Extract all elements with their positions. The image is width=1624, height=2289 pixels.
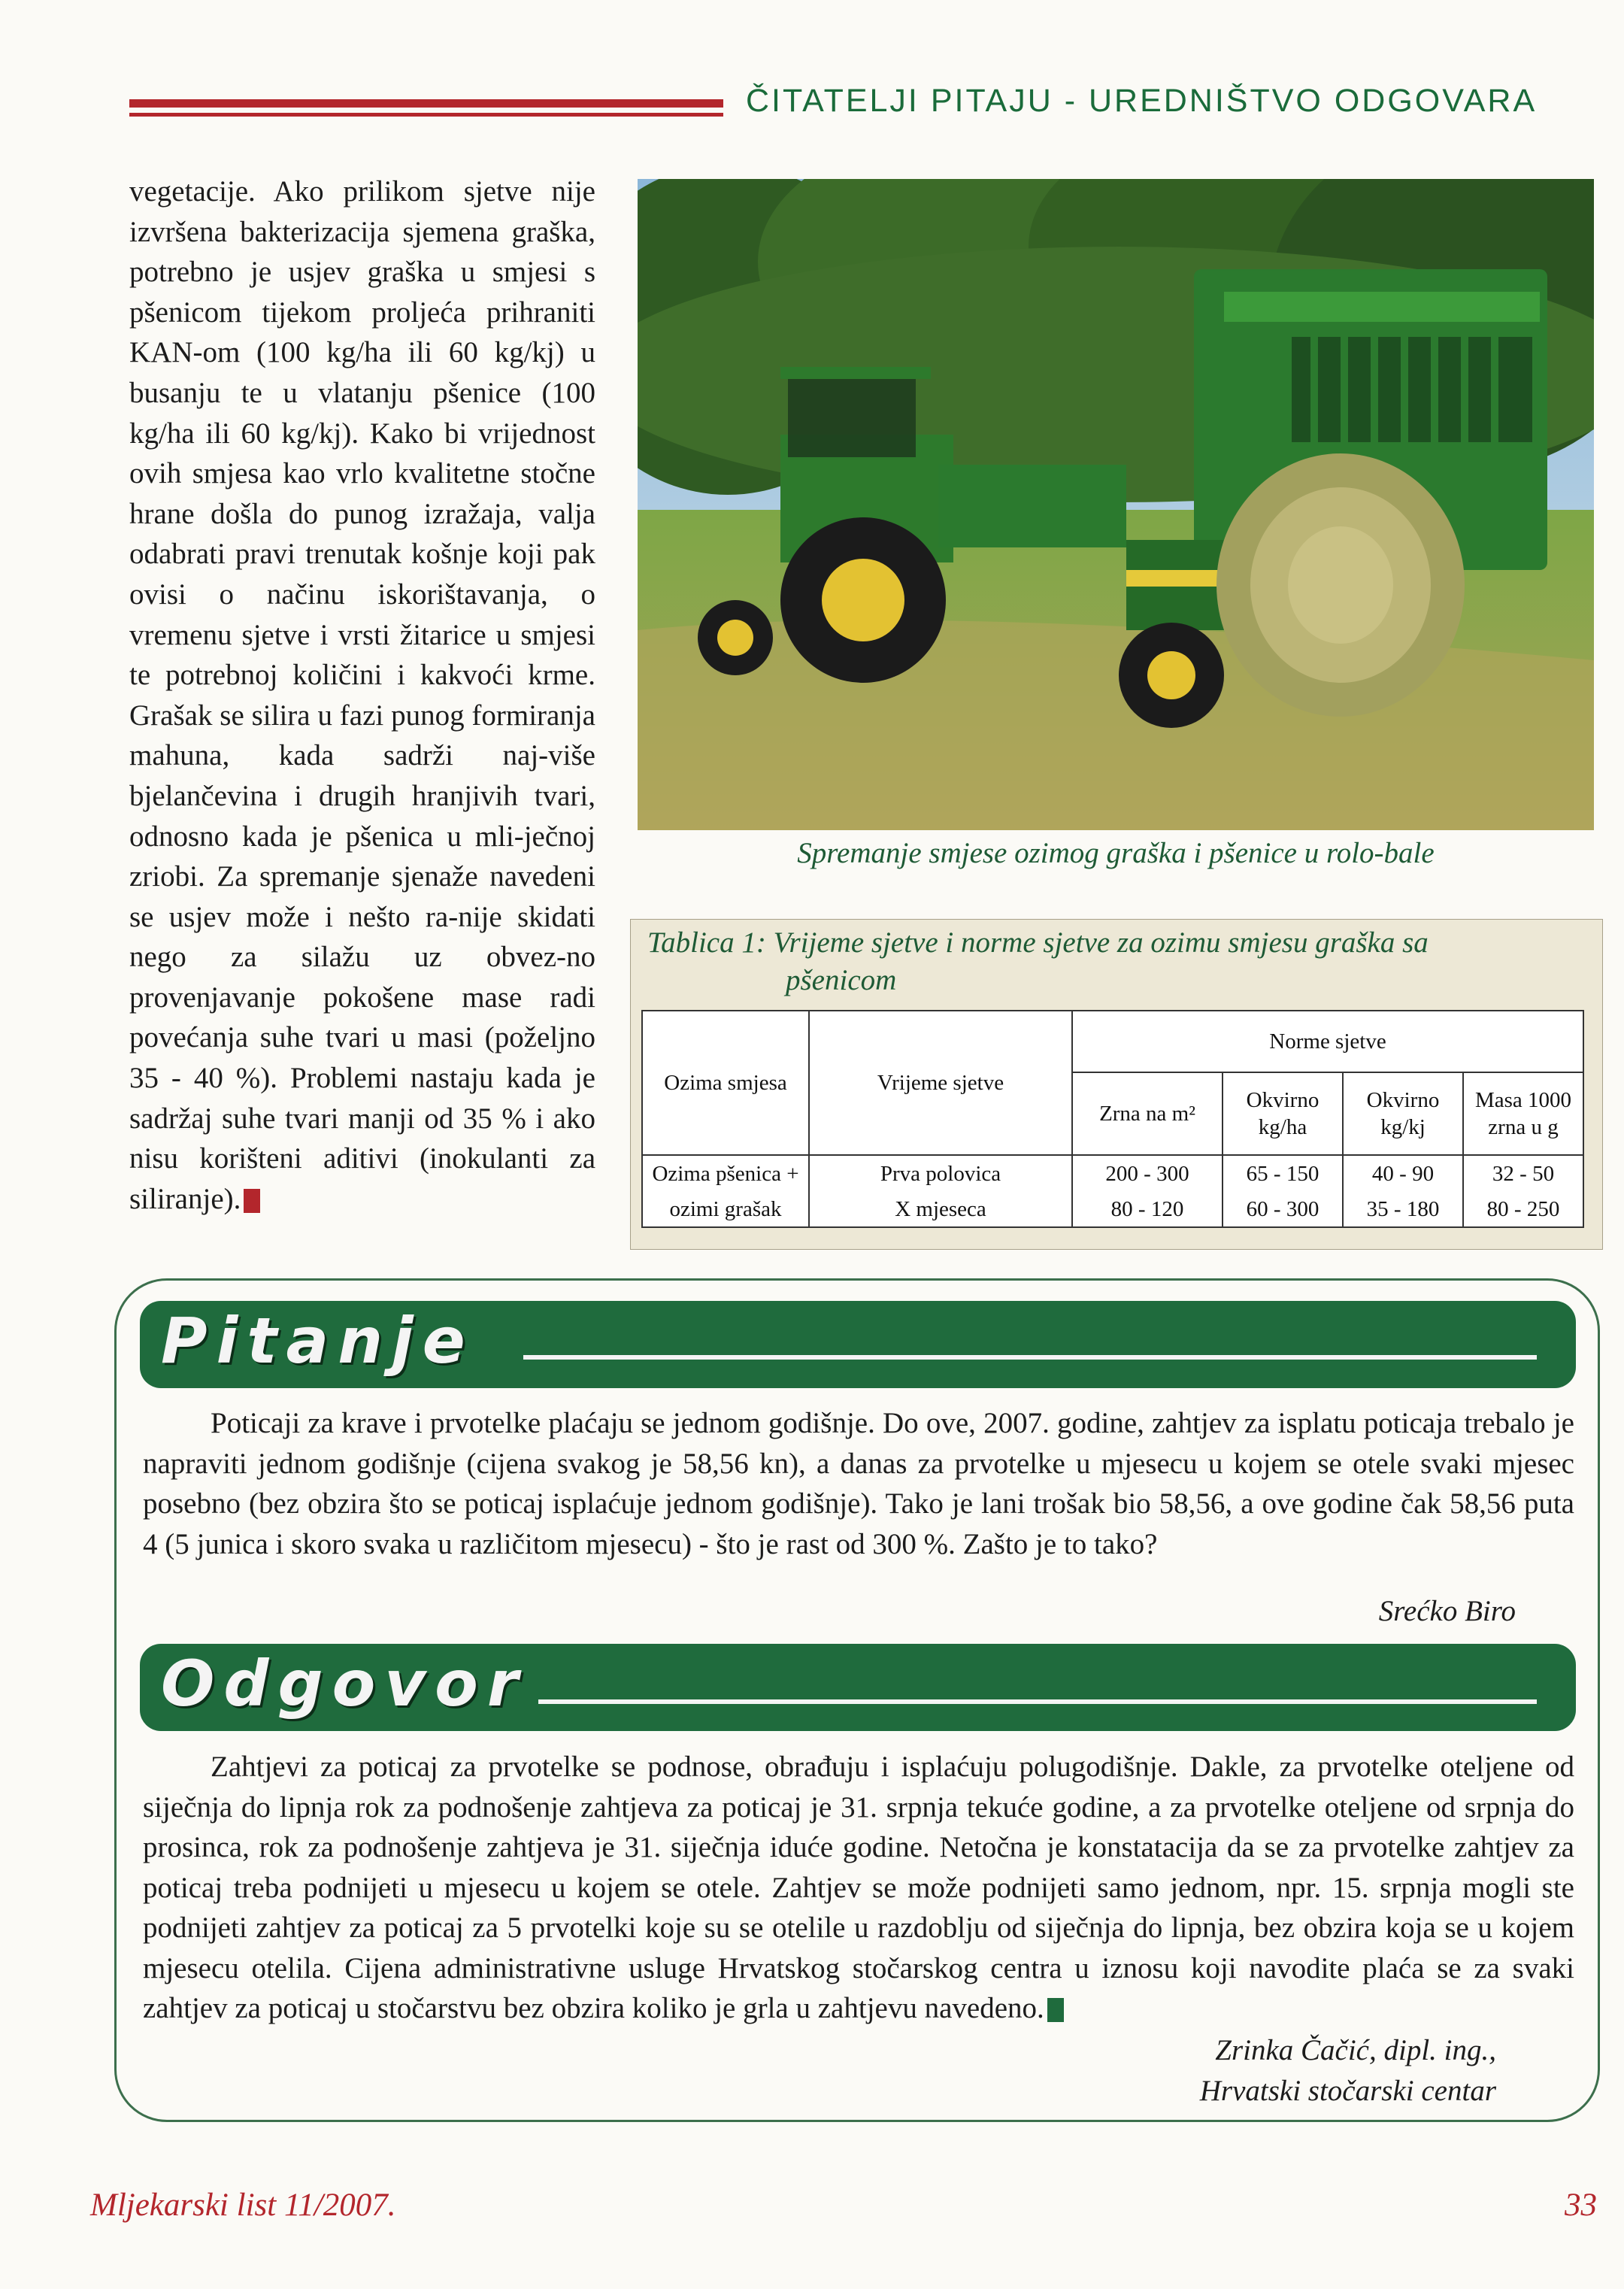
table-title-line-1: Tablica 1: Vrijeme sjetve i norme sjetve za ozimu smjesu graška sa [647,926,1429,959]
cell-mass-2: 80 - 250 [1463,1191,1583,1227]
answer-signature-org: Hrvatski stočarski centar [1199,2075,1496,2107]
table-box [630,919,1603,1250]
question-banner [140,1301,1576,1388]
end-mark-icon [244,1189,260,1213]
header-rule-thick [129,99,723,108]
question-banner-rule [523,1355,1537,1360]
page-number: 33 [1565,2187,1597,2223]
table-title [647,924,1587,999]
cell-grains-1: 200 - 300 [1072,1155,1223,1191]
answer-heading: Odgovor [161,1647,528,1721]
table-row [642,1155,1583,1191]
col-header-mix: Ozima smjesa [642,1011,809,1155]
question-heading: Pitanje [161,1304,474,1378]
cell-time-1: Prva polovica [809,1155,1072,1191]
section-title: ČITATELJI PITAJU - UREDNIŠTVO ODGOVARA [746,83,1538,119]
cell-mix-1: Ozima pšenica + [642,1155,809,1191]
sub-header-kgha: Okvirno kg/ha [1223,1072,1343,1155]
table-wrapper [641,1010,1584,1228]
cell-kgkj-2: 35 - 180 [1343,1191,1463,1227]
question-signature: Srećko Biro [1378,1595,1516,1627]
sub-header-mass: Masa 1000 zrna u g [1463,1072,1583,1155]
col-header-time: Vrijeme sjetve [809,1011,1072,1155]
col-header-norms: Norme sjetve [1072,1011,1583,1072]
header-rule-thin [129,113,723,117]
sub-header-kgkj: Okvirno kg/kj [1343,1072,1463,1155]
cell-kgha-1: 65 - 150 [1223,1155,1343,1191]
cell-grains-2: 80 - 120 [1072,1191,1223,1227]
cell-time-2: X mjeseca [809,1191,1072,1227]
cell-kgha-2: 60 - 300 [1223,1191,1343,1227]
photo-caption: Spremanje smjese ozimog graška i pšenice u rolo-bale [797,837,1435,869]
answer-signature [1200,2030,1496,2112]
answer-banner-rule [538,1699,1537,1704]
cell-mass-1: 32 - 50 [1463,1155,1583,1191]
answer-signature-name: Zrinka Čačić, dipl. ing., [1215,2034,1496,2066]
cell-kgkj-1: 40 - 90 [1343,1155,1463,1191]
table-row [642,1191,1583,1227]
article-left-column [129,171,595,1219]
sub-header-grains: Zrna na m² [1072,1072,1223,1155]
table-header-row [642,1011,1583,1072]
baler-photo [638,179,1594,830]
answer-text: Zahtjevi za poticaj za prvotelke se podnose, obrađuju i isplaćuju polugodišnje. Dakle, za prvotelke oteljene od siječnja do lipnja rok za podnošenje zahtjeva za poticaj je 31. srpnja tekuće godine, a za prvotelke oteljene od srpnja do prosinca, rok za podnošenje zahtjeva je 31. siječnja iduće godine. Netočna je konstatacija da se za prvotelke zahtjev za poticaj treba podnijeti u mjesecu u kojem se otele. Zahtjev se može podnijeti samo jednom, npr. 15. srpnja mogli ste podnijeti zahtjev za poticaj za 5 prvotelki koje su se otelile u razdoblju od siječnja do lipnja, bez obzira koja se u kojem mjesecu otelila. Cijena administrativne usluge Hrvatskog stočarskog centra u iznosu koji navodite plaća se za svaki zahtjev za poticaj u stočarstvu bez obzira koliko je grla u zahtjevu navedeno. [143,1751,1574,2024]
end-mark-icon [1047,1998,1064,2022]
article-text: vegetacije. Ako prilikom sjetve nije izvršena bakterizacija sjemena graška, potrebno je usjev graška u smjesi s pšenicom tijekom proljeća prihraniti KAN-om (100 kg/ha ili 60 kg/kj) u busanju te u vlatanju pšenice (100 kg/ha ili 60 kg/kj). Kako bi vrijednost ovih smjesa kao vrlo kvalitetne stočne hrane došla do punog izražaja, valja odabrati pravi trenutak košnje koji pak ovisi o načinu iskorištavanja, o vremenu sjetve i vrsti žitarice u smjesi te potrebnoj količini i kakvoći krme. Grašak se silira u fazi punog formiranja mahuna, kada sadrži naj-više bjelančevina i drugih hranjivih tvari, odnosno kada je pšenica u mli-ječnoj zriobi. Za spremanje sjenaže navedeni se usjev može i nešto ra-nije skidati nego za silažu uz obvez-no provenjavanje pokošene mase radi povećanja suhe tvari u masi (poželjno 35 - 40 %). Problemi nastaju kada je sadržaj suhe tvari manji od 35 % i ako nisu korišteni aditivi (inokulanti za siliranje). [129,175,595,1215]
table-title-line-2: pšenicom [786,964,897,996]
sowing-norms-table [641,1010,1584,1228]
answer-body [143,1747,1574,2029]
cell-mix-2: ozimi grašak [642,1191,809,1227]
question-text: Poticaji za krave i prvotelke plaćaju se jednom godišnje. Do ove, 2007. godine, zahtjev za isplatu poticaja trebalo je napraviti jednom godišnje (cijena svakog je 58,56 kn), a danas za prvotelke u mjesecu u kojem se otele svaki mjesec posebno (bez obzira što se poticaj isplaćuje jednom godišnje). Tako je lani trošak bio 58,56, a ove godine čak 58,56 puta 4 (5 junica i skoro svaka u različitom mjesecu) - što je rast od 300 %. Zašto je to tako? [143,1407,1574,1560]
tractor-baler-illustration [638,179,1594,830]
footer-journal: Mljekarski list 11/2007. [90,2187,396,2223]
answer-banner [140,1644,1576,1731]
